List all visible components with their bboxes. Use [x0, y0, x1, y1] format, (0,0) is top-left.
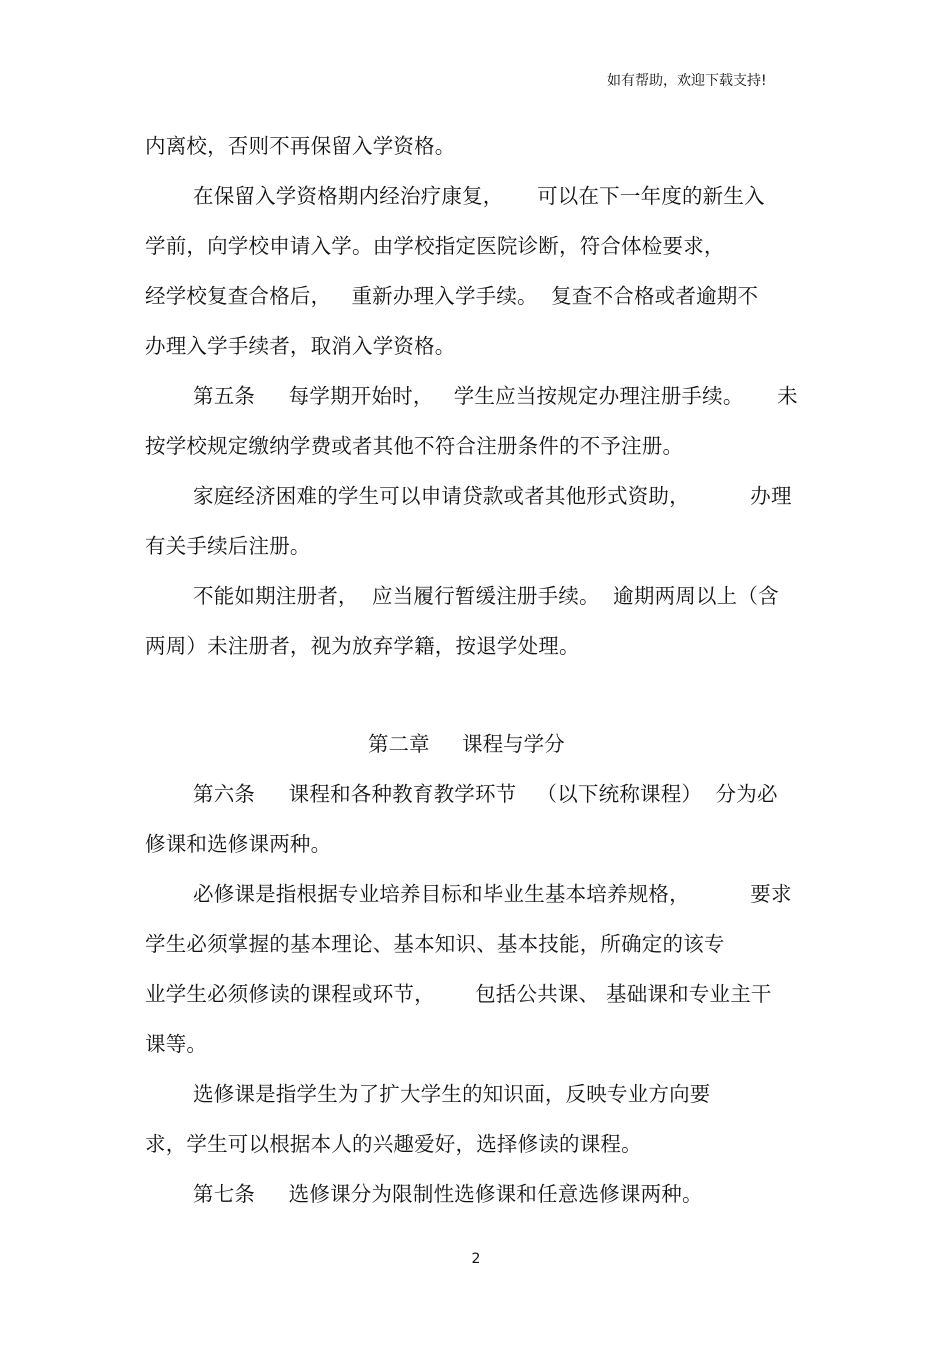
text-line: 不能如期注册者， 应当履行暂缓注册手续。 逾期两周以上（含 [193, 584, 779, 608]
text-line: 第六条 课程和各种教育教学环节 （以下统称课程） 分为必 [193, 782, 778, 806]
text-line: 课等。 [145, 1032, 208, 1056]
text-line: 第七条 选修课分为限制性选修课和任意选修课两种。 [193, 1182, 703, 1206]
header-note: 如有帮助，欢迎下载支持! [607, 73, 767, 89]
text-line: 求，学生可以根据本人的兴趣爱好，选择修读的课程。 [145, 1132, 642, 1156]
text-line: 办理入学手续者，取消入学资格。 [145, 334, 456, 358]
text-line: 按学校规定缴纳学费或者其他不符合注册条件的不予注册。 [145, 434, 684, 458]
text-line: 第五条 每学期开始时， 学生应当按规定办理注册手续。 未 [193, 384, 798, 408]
chapter-title: 第二章 课程与学分 [368, 732, 565, 756]
text-line: 必修课是指根据专业培养目标和毕业生基本培养规格， 要求 [193, 882, 792, 906]
text-line: 两周）未注册者，视为放弃学籍，按退学处理。 [145, 634, 580, 658]
text-line: 内离校，否则不再保留入学资格。 [145, 134, 456, 158]
text-line: 经学校复查合格后， 重新办理入学手续。 复查不合格或者逾期不 [145, 284, 759, 308]
text-line: 在保留入学资格期内经治疗康复， 可以在下一年度的新生入 [193, 184, 765, 208]
text-line: 修课和选修课两种。 [145, 832, 332, 856]
text-line: 选修课是指学生为了扩大学生的知识面，反映专业方向要 [193, 1082, 711, 1106]
text-line: 家庭经济困难的学生可以申请贷款或者其他形式资助， 办理 [193, 484, 792, 508]
text-line: 业学生必须修读的课程或环节， 包括公共课、 基础课和专业主干 [145, 982, 772, 1006]
text-line: 学前，向学校申请入学。由学校指定医院诊断，符合体检要求， [145, 234, 725, 258]
text-line: 有关手续后注册。 [145, 534, 311, 558]
text-line: 学生必须掌握的基本理论、基本知识、基本技能，所确定的该专 [145, 932, 725, 956]
page-number: 2 [471, 1251, 481, 1267]
